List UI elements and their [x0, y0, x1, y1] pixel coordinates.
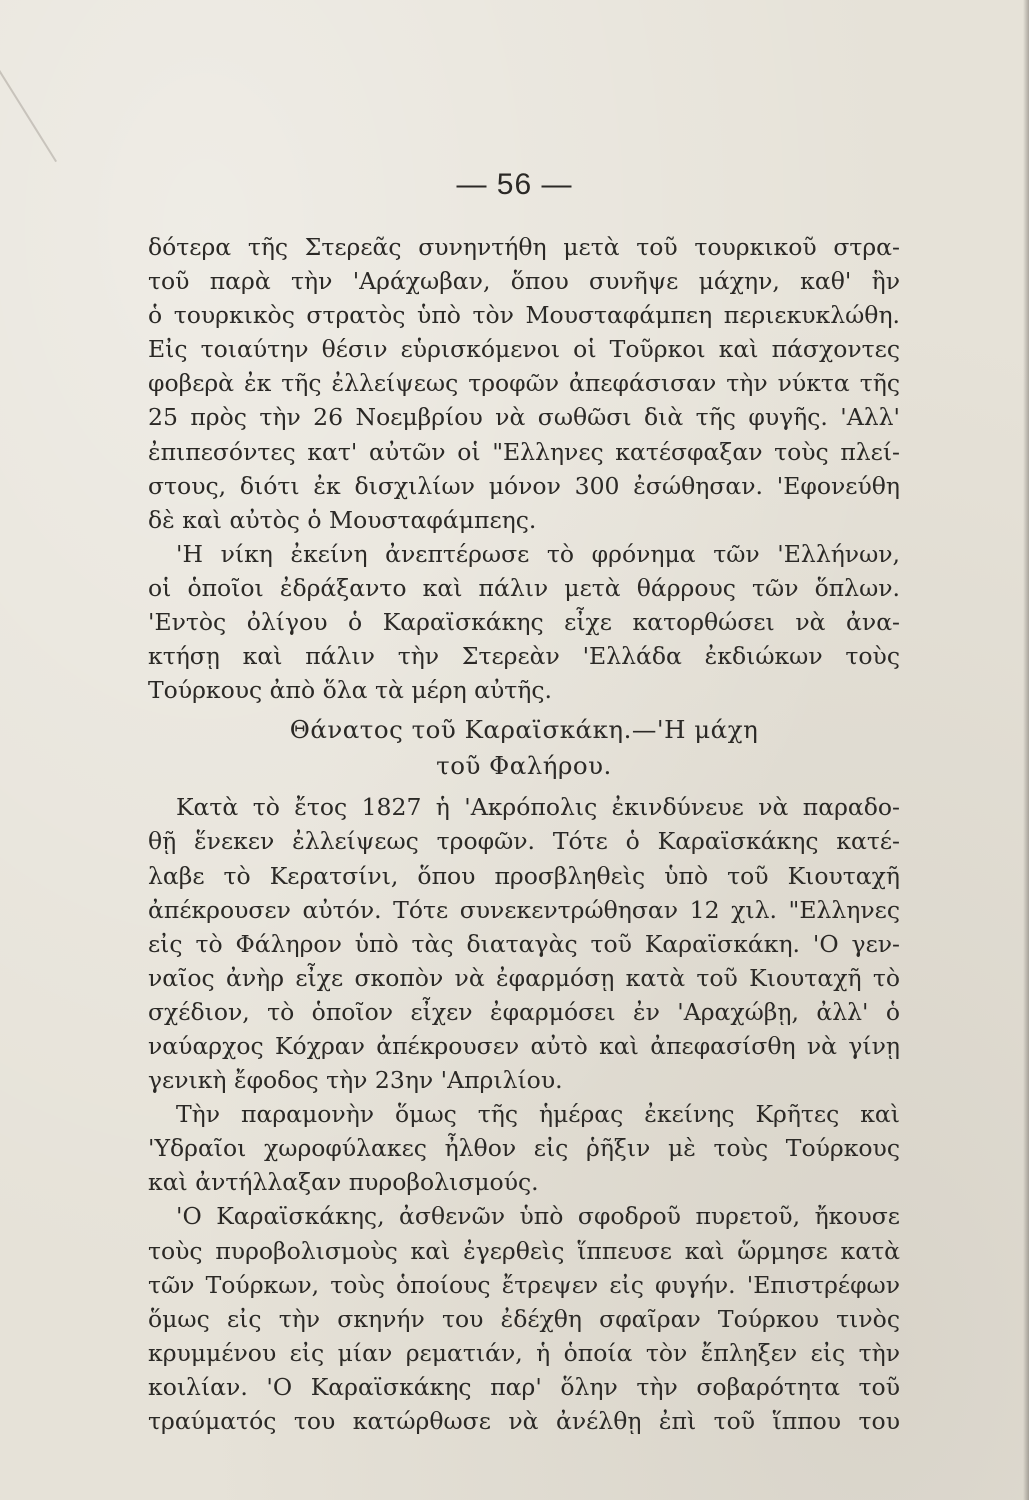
- page-crease-mark: [0, 68, 57, 162]
- text-line: ὁ τουρκικὸς στρατὸς ὑπὸ τὸν Μουσταφάμπεη περιεκυκλώθη.: [148, 301, 900, 330]
- text-line: κοιλίαν. 'Ο Καραϊσκάκης παρ' ὅλην τὴν σοβαρότητα τοῦ: [148, 1372, 900, 1401]
- text-line: θῇ ἕνεκεν ἐλλείψεως τροφῶν. Τότε ὁ Καραϊσκάκης κατέ-: [148, 827, 900, 856]
- paragraph-3: [148, 790, 900, 1097]
- paragraph-5: [148, 1199, 900, 1438]
- text-line: 'Υδραῖοι χωροφύλακες ἦλθον εἰς ῥῆξιν μὲ τοὺς Τούρκους: [148, 1134, 900, 1163]
- text-line: εἰς τὸ Φάληρον ὑπὸ τὰς διαταγὰς τοῦ Καραϊσκάκη. 'Ο γεν-: [148, 929, 900, 958]
- text-line: τραύματός του κατώρθωσε νὰ ἀνέλθῃ ἐπὶ τοῦ ἵππου του: [148, 1407, 900, 1435]
- section-heading-line-1: Θάνατος τοῦ Καραϊσκάκη.—'Η μάχη: [289, 715, 759, 745]
- text-line: τῶν Τούρκων, τοὺς ὁποίους ἔτρεψεν εἰς φυγήν. 'Επιστρέφων: [148, 1270, 900, 1299]
- text-line: Εἰς τοιαύτην θέσιν εὑρισκόμενοι οἱ Τοῦρκοι καὶ πάσχοντες: [148, 335, 900, 364]
- text-line: στους, διότι ἐκ δισχιλίων μόνον 300 ἐσώθησαν. 'Εφονεύθη: [148, 471, 900, 500]
- text-line: ἀπέκρουσεν αὐτόν. Τότε συνεκεντρώθησαν 12 χιλ. "Ελληνες: [148, 895, 900, 924]
- text-line: οἱ ὁποῖοι ἐδράξαντο καὶ πάλιν μετὰ θάρρους τῶν ὅπλων.: [148, 573, 900, 602]
- paragraph-4: [148, 1097, 900, 1199]
- text-line: 'Ο Καραϊσκάκης, ἀσθενῶν ὑπὸ σφοδροῦ πυρετοῦ, ἤκουσε: [176, 1202, 900, 1231]
- text-line: ναῖος ἀνὴρ εἶχε σκοπὸν νὰ ἐφαρμόσῃ κατὰ τοῦ Κιουταχῆ τὸ: [148, 963, 900, 992]
- page-edge-shadow: [1023, 0, 1029, 1500]
- text-line: κτήσῃ καὶ πάλιν τὴν Στερεὰν 'Ελλάδα ἐκδιώκων τοὺς: [148, 642, 900, 671]
- text-line: ὅμως εἰς τὴν σκηνήν του ἐδέχθη σφαῖραν Τούρκου τινὸς: [148, 1304, 900, 1333]
- text-line: ναύαρχος Κόχραν ἀπέκρουσεν αὐτὸ καὶ ἀπεφασίσθη νὰ γίνῃ: [148, 1031, 900, 1060]
- text-line: 'Εντὸς ὀλίγου ὁ Καραϊσκάκης εἶχε κατορθώσει νὰ ἀνα-: [148, 608, 900, 637]
- text-line: σχέδιον, τὸ ὁποῖον εἶχεν ἐφαρμόσει ἐν 'Αραχώβῃ, ἀλλ' ὁ: [148, 997, 900, 1026]
- text-line: τοῦ παρὰ τὴν 'Αράχωβαν, ὅπου συνῆψε μάχην, καθ' ἣν: [148, 267, 900, 296]
- text-line: λαβε τὸ Κερατσίνι, ὅπου προσβληθεὶς ὑπὸ τοῦ Κιουταχῆ: [148, 861, 900, 890]
- text-line: καὶ ἀντήλλαξαν πυροβολισμούς.: [148, 1168, 539, 1197]
- body-text: [148, 230, 900, 1438]
- text-line: ἐπιπεσόντες κατ' αὐτῶν οἱ "Ελληνες κατέσφαξαν τοὺς πλεί-: [148, 437, 900, 466]
- text-line: γενικὴ ἔφοδος τὴν 23ην 'Απριλίου.: [148, 1066, 563, 1095]
- section-heading-line-2: τοῦ Φαλήρου.: [436, 751, 612, 781]
- text-line: 'Η νίκη ἐκείνη ἀνεπτέρωσε τὸ φρόνημα τῶν 'Ελλήνων,: [176, 539, 900, 568]
- text-line: φοβερὰ ἐκ τῆς ἐλλείψεως τροφῶν ἀπεφάσισαν τὴν νύκτα τῆς: [148, 369, 900, 398]
- paragraph-1: [148, 230, 900, 537]
- section-heading: [148, 712, 900, 784]
- text-line: δὲ καὶ αὐτὸς ὁ Μουσταφάμπεης.: [148, 505, 537, 534]
- page-number: — 56 —: [456, 168, 573, 201]
- text-line: τοὺς πυροβολισμοὺς καὶ ἐγερθεὶς ἵππευσε καὶ ὥρμησε κατὰ: [148, 1236, 900, 1265]
- text-line: Τὴν παραμονὴν ὅμως τῆς ἡμέρας ἐκείνης Κρῆτες καὶ: [176, 1100, 900, 1129]
- paragraph-2: [148, 537, 900, 707]
- text-line: δότερα τῆς Στερεᾶς συνηντήθη μετὰ τοῦ τουρκικοῦ στρα-: [148, 233, 900, 261]
- text-line: 25 πρὸς τὴν 26 Νοεμβρίου νὰ σωθῶσι διὰ τῆς φυγῆς. 'Αλλ': [148, 403, 900, 432]
- text-line: Τούρκους ἀπὸ ὅλα τὰ μέρη αὐτῆς.: [148, 676, 553, 705]
- text-line: Κατὰ τὸ ἔτος 1827 ἡ 'Ακρόπολις ἐκινδύνευε νὰ παραδο-: [176, 793, 900, 822]
- text-line: κρυμμένου εἰς μίαν ρεματιάν, ἡ ὁποία τὸν ἔπληξεν εἰς τὴν: [148, 1338, 900, 1367]
